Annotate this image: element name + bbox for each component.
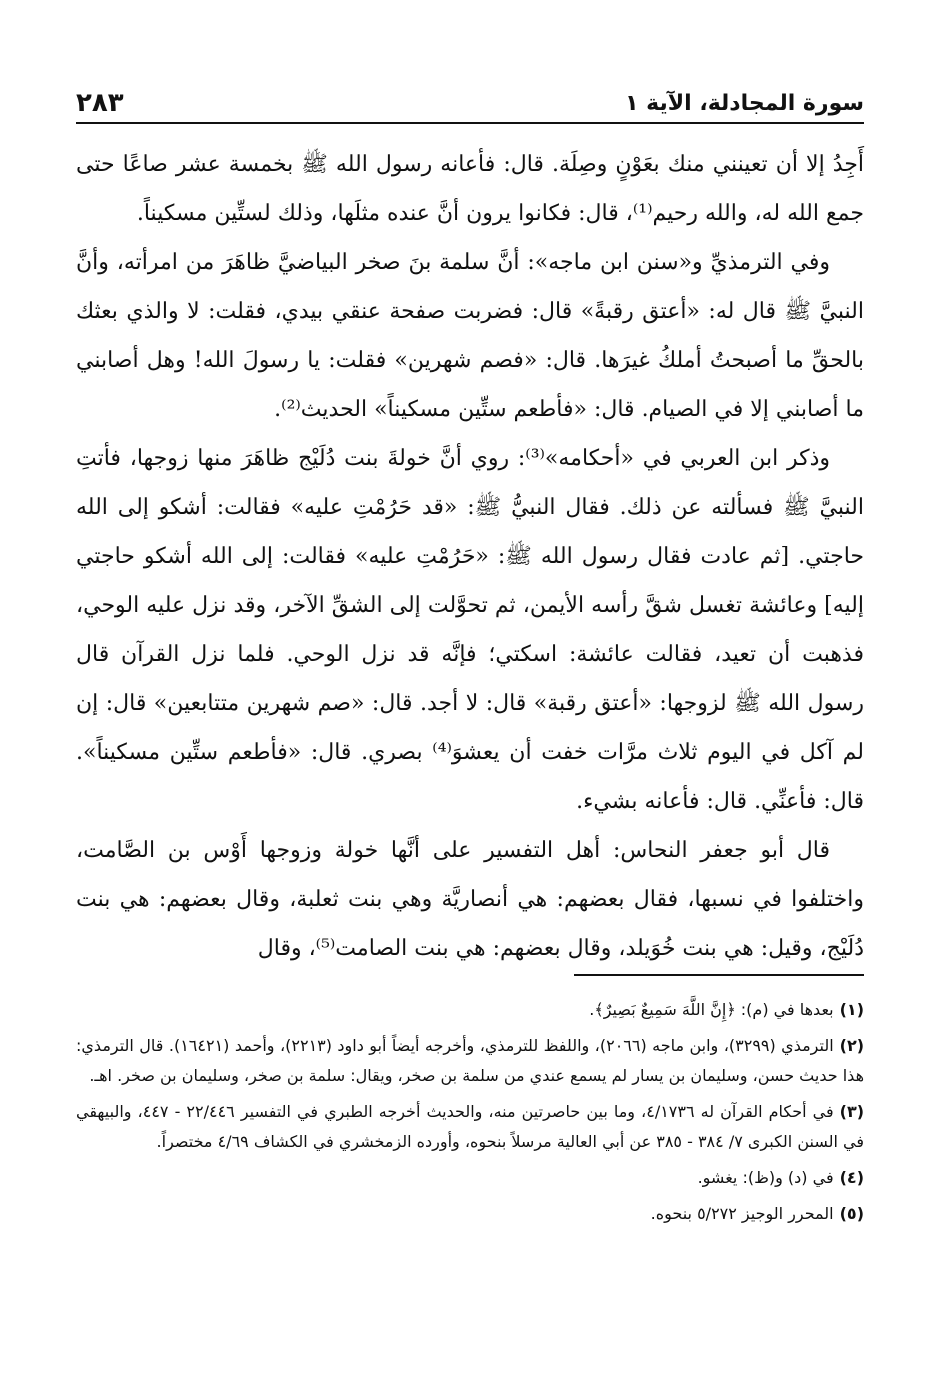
footnote-2 <box>76 1031 864 1091</box>
page-number: ٢٨٣ <box>76 88 124 118</box>
footnote-number: (٣) <box>839 1102 865 1121</box>
paragraph-2: وفي الترمذيِّ و«سنن ابن ماجه»: أنَّ سلمة بنَ صخر البياضيَّ ظاهَرَ من امرأته، وأنَّ النبيَّ ﷺ قال له: «أعتق رقبةً» قال: فضربت صفحة عنقي بيدي، فقلت: لا والذي بعثك بالحقِّ ما أصبحتُ أملكُ غيرَها. قال: «فصم شهرين» فقلت: يا رسولَ الله! وهل أصابني ما أصابني إلا في الصيام. قال: «فأطعم ستِّين مسكيناً» الحديث⁽²⁾. <box>76 250 864 422</box>
footnote-text: المحرر الوجيز ٥/٢٧٢ بنحوه. <box>650 1204 834 1223</box>
paragraph-1: أَجِدُ إلا أن تعينني منك بعَوْنٍ وصِلَة. قال: فأعانه رسول الله ﷺ بخمسة عشر صاعًا حتى جمع الله له، والله رحيم⁽¹⁾، قال: فكانوا يرون أنَّ عنده مثلَها، وذلك لستِّين مسكيناً. <box>76 152 864 226</box>
footnote-separator <box>574 974 864 976</box>
footnote-text: في أحكام القرآن له ٤/١٧٣٦، وما بين حاصرتين منه، والحديث أخرجه الطبري في التفسير ٢٢/٤٤٦ - ٤٤٧، والبيهقي في السنن الكبرى ٧/ ٣٨٤ - ٣٨٥ عن أبي العالية مرسلاً بنحوه، وأورده الزمخشري في الكشاف ٤/٦٩ مختصراً. <box>76 1102 864 1151</box>
main-text <box>76 140 864 973</box>
footnote-5 <box>76 1199 864 1229</box>
footnote-3 <box>76 1097 864 1157</box>
footnote-number: (٥) <box>839 1204 864 1223</box>
footnote-4 <box>76 1163 864 1193</box>
paragraph-3: وذكر ابن العربي في «أحكامه»⁽³⁾: روي أنَّ خولةَ بنت دُلَيْج ظاهَرَ منها زوجها، فأتتِ النبيَّ ﷺ فسألته عن ذلك. فقال النبيُّ ﷺ: «قد حَرُمْتِ عليه» فقالت: أشكو إلى الله حاجتي. [ثم عادت فقال رسول الله ﷺ: «حَرُمْتِ عليه» فقالت: إلى الله أشكو حاجتي إليه] وعائشة تغسل شقَّ رأسه الأيمن، ثم تحوَّلت إلى الشقِّ الآخر، وقد نزل عليه الوحي، فذهبت أن تعيد، فقالت عائشة: اسكتي؛ فإنَّه قد نزل الوحي. فلما نزل القرآن قال رسول الله ﷺ لزوجها: «أعتق رقبة» قال: لا أجد. قال: «صم شهرين متتابعين» قال: إن لم آكل في اليوم ثلاث مرَّات خفت أن يعشوَ⁽⁴⁾ بصري. قال: «فأطعم ستِّين مسكيناً». قال: فأعنِّي. قال: فأعانه بشيء. <box>76 446 864 814</box>
footnote-number: (٤) <box>839 1168 864 1187</box>
footnote-1 <box>76 995 864 1025</box>
footnotes <box>76 995 864 1235</box>
running-title: سورة المجادلة، الآية ١ <box>625 91 864 116</box>
footnote-text: في (د) و(ظ): يغشو. <box>697 1168 834 1187</box>
footnote-text: الترمذي (٣٢٩٩)، وابن ماجه (٢٠٦٦)، واللفظ للترمذي، وأخرجه أيضاً أبو داود (٢٢١٣)، وأحمد (١٦٤٢١). قال الترمذي: هذا حديث حسن، وسليمان بن يسار لم يسمع عندي من سلمة بن صخر، ويقال: سلمة بن صخر، وسليمان بن صخر. اهـ. <box>76 1036 864 1085</box>
paragraph-4: قال أبو جعفر النحاس: أهل التفسير على أنَّها خولة وزوجها أَوْس بن الصَّامت، واختلفوا في نسبها، فقال بعضهم: هي أنصاريَّة وهي بنت ثعلبة، وقال بعضهم: هي بنت دُلَيْج، وقيل: هي بنت خُوَيلد، وقال بعضهم: هي بنت الصامت⁽⁵⁾، وقال <box>76 838 864 961</box>
footnote-number: (٢) <box>839 1036 865 1055</box>
footnote-text: بعدها في (م): ﴿إِنَّ اللَّهَ سَمِيعٌ بَصِيرٌ﴾. <box>589 1000 834 1019</box>
footnote-number: (١) <box>839 1000 864 1019</box>
page-header <box>76 78 864 124</box>
